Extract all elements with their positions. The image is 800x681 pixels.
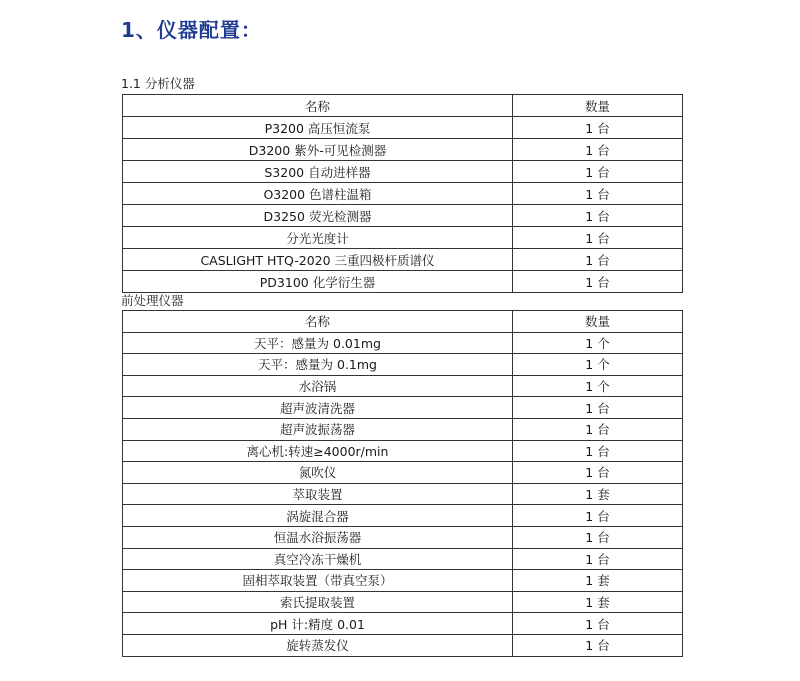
instrument-quantity: 1 套 [513,483,683,505]
table-row [123,249,683,271]
table-row [123,634,683,656]
instrument-quantity: 1 台 [513,418,683,440]
instrument-name: 恒温水浴振荡器 [123,526,513,548]
table-row [123,526,683,548]
instrument-quantity: 1 台 [513,440,683,462]
table-row [123,418,683,440]
table-row [123,570,683,592]
instrument-name: 超声波振荡器 [123,418,513,440]
table-header-row [123,95,683,117]
table-header-row [123,311,683,333]
table-row [123,505,683,527]
instrument-name: 氮吹仪 [123,462,513,484]
column-header-quantity: 数量 [513,95,683,117]
instrument-name: 天平：感量为 0.01mg [123,332,513,354]
table-row [123,139,683,161]
table-row [123,117,683,139]
instrument-quantity: 1 台 [513,634,683,656]
instrument-quantity: 1 台 [513,526,683,548]
column-header-name: 名称 [123,311,513,333]
instrument-quantity: 1 台 [513,161,683,183]
instrument-quantity: 1 台 [513,505,683,527]
table-row [123,375,683,397]
table-row [123,205,683,227]
table-row [123,483,683,505]
instrument-name: 旋转蒸发仪 [123,634,513,656]
table-row [123,271,683,293]
instrument-quantity: 1 个 [513,354,683,376]
table-row [123,227,683,249]
column-header-quantity: 数量 [513,311,683,333]
table-row [123,462,683,484]
instrument-quantity: 1 台 [513,271,683,293]
table-row [123,161,683,183]
table-row [123,397,683,419]
table-row [123,440,683,462]
instrument-name: 离心机:转速≥4000r/min [123,440,513,462]
instrument-name: O3200 色谱柱温箱 [123,183,513,205]
instrument-name: CASLIGHT HTQ-2020 三重四极杆质谱仪 [123,249,513,271]
table-row [123,354,683,376]
instrument-name: PD3100 化学衍生器 [123,271,513,293]
instrument-quantity: 1 台 [513,462,683,484]
instrument-quantity: 1 套 [513,570,683,592]
section-title-analysis: 1.1 分析仪器 [121,76,195,91]
instrument-quantity: 1 台 [513,397,683,419]
table-row [123,613,683,635]
instrument-name: D3250 荧光检测器 [123,205,513,227]
instrument-name: 分光光度计 [123,227,513,249]
instrument-name: 真空冷冻干燥机 [123,548,513,570]
instrument-name: 固相萃取装置（带真空泵） [123,570,513,592]
instrument-quantity: 1 台 [513,249,683,271]
instrument-quantity: 1 台 [513,613,683,635]
table-row [123,548,683,570]
instrument-quantity: 1 台 [513,205,683,227]
section-title-pretreatment: 前处理仪器 [121,293,184,308]
instrument-quantity: 1 台 [513,183,683,205]
instrument-quantity: 1 台 [513,227,683,249]
column-header-name: 名称 [123,95,513,117]
instrument-name: 超声波清洗器 [123,397,513,419]
instrument-name: D3200 紫外-可见检测器 [123,139,513,161]
table-row [123,332,683,354]
instrument-name: 水浴锅 [123,375,513,397]
instrument-quantity: 1 个 [513,332,683,354]
analysis-instruments-table [122,94,683,293]
instrument-name: S3200 自动进样器 [123,161,513,183]
instrument-name: 萃取装置 [123,483,513,505]
instrument-name: 索氏提取装置 [123,591,513,613]
instrument-quantity: 1 个 [513,375,683,397]
instrument-quantity: 1 台 [513,117,683,139]
table-row [123,183,683,205]
instrument-quantity: 1 台 [513,548,683,570]
instrument-name: 涡旋混合器 [123,505,513,527]
instrument-name: pH 计:精度 0.01 [123,613,513,635]
instrument-name: 天平：感量为 0.1mg [123,354,513,376]
table-row [123,591,683,613]
pretreatment-instruments-table [122,310,683,657]
instrument-name: P3200 高压恒流泵 [123,117,513,139]
page-heading: 1、仪器配置： [121,18,262,42]
instrument-quantity: 1 套 [513,591,683,613]
instrument-quantity: 1 台 [513,139,683,161]
